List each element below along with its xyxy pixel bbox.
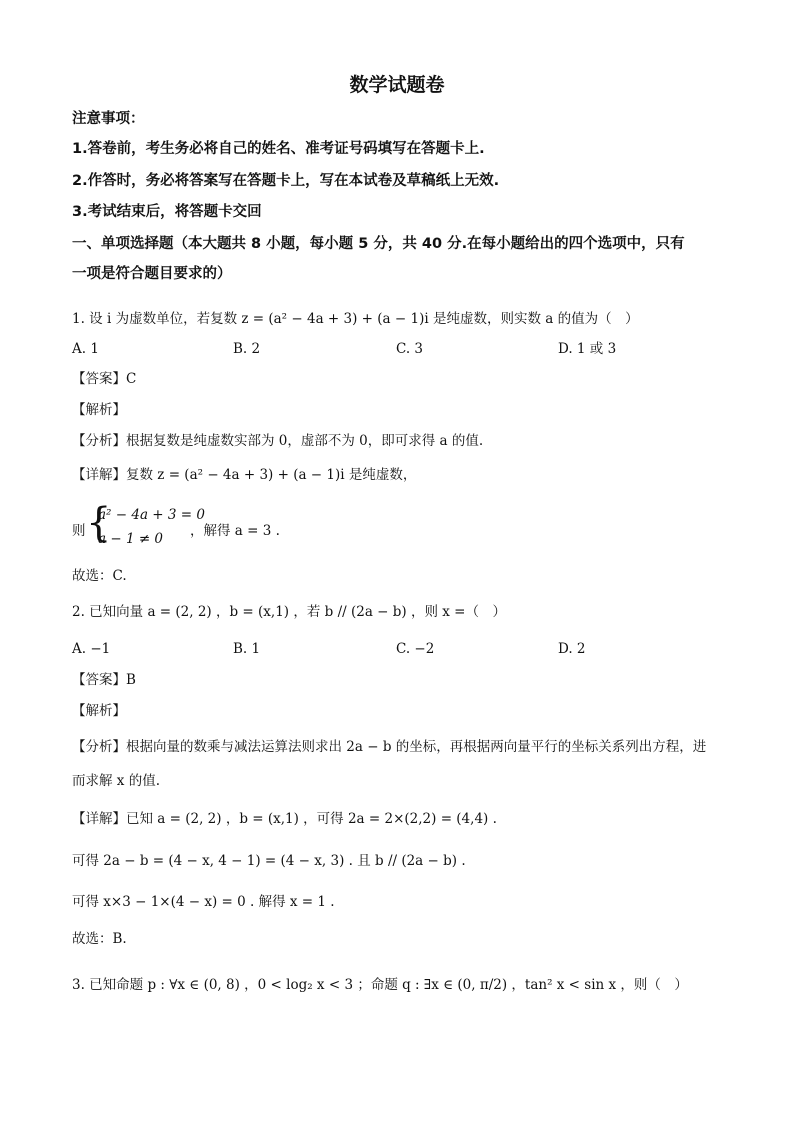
question-2-detail-1 bbox=[72, 810, 497, 828]
question-1-analysis-tag: 【解析】 bbox=[72, 402, 126, 418]
fenxi-text: 根据向量的数乘与减法运算法则求出 2a − b 的坐标，再根据两向量平行的坐标关系列出方程，进 bbox=[126, 739, 707, 755]
question-2-option-a: A. −1 bbox=[72, 641, 111, 657]
system-row-1: a² − 4a + 3 = 0 bbox=[98, 507, 205, 523]
question-1-answer bbox=[72, 370, 136, 388]
system-prefix: 则 bbox=[72, 523, 86, 539]
question-2-detail-2: 可得 2a − b = (4 − x, 4 − 1) = (4 − x, 3) . 且 b // (2a − b) . bbox=[72, 853, 466, 869]
fenxi-tag: 【分析】 bbox=[72, 433, 126, 449]
question-1-option-b: B. 2 bbox=[233, 341, 261, 357]
answer-value: B bbox=[126, 672, 136, 688]
section-heading-line-1: 一、单项选择题（本大题共 8 小题，每小题 5 分，共 40 分.在每小题给出的四个选项中，只有 bbox=[72, 236, 685, 252]
notice-item-3: 3.考试结束后，将答题卡交回 bbox=[72, 204, 262, 220]
detail-text: 复数 z = (a² − 4a + 3) + (a − 1)i 是纯虚数， bbox=[126, 467, 417, 483]
notice-item-1: 1.答卷前，考生务必将自己的姓名、准考证号码填写在答题卡上. bbox=[72, 141, 485, 157]
question-2-option-c: C. −2 bbox=[396, 641, 435, 657]
question-3-stem: 3. 已知命题 p : ∀x ∈ (0, 8) ，0 < log₂ x < 3 ；命题 q : ∃x ∈ (0, π/2) ，tan² x < sin x ，则（ ） bbox=[72, 977, 688, 993]
system-suffix: ，解得 a = 3 . bbox=[190, 523, 280, 539]
question-2-option-b: B. 1 bbox=[233, 641, 261, 657]
question-2-option-d: D. 2 bbox=[558, 641, 586, 657]
notice-heading: 注意事项： bbox=[72, 111, 145, 127]
question-1-conclusion: 故选：C. bbox=[72, 568, 127, 584]
question-2-conclusion: 故选：B. bbox=[72, 931, 127, 947]
system-row-2: a − 1 ≠ 0 bbox=[98, 531, 164, 547]
answer-value: C bbox=[126, 371, 137, 387]
fenxi-tag: 【分析】 bbox=[72, 739, 126, 755]
answer-tag: 【答案】 bbox=[72, 371, 126, 387]
question-1-stem: 1. 设 i 为虚数单位，若复数 z = (a² − 4a + 3) + (a − 1)i 是纯虚数，则实数 a 的值为（ ） bbox=[72, 311, 639, 327]
question-2-detail-3: 可得 x×3 − 1×(4 − x) = 0 . 解得 x = 1 . bbox=[72, 894, 335, 910]
page-title: 数学试题卷 bbox=[349, 74, 445, 96]
section-heading-line-2: 一项是符合题目要求的） bbox=[72, 266, 232, 282]
question-1-option-a: A. 1 bbox=[72, 341, 99, 357]
detail-tag: 【详解】 bbox=[72, 811, 126, 827]
left-brace-icon: { bbox=[86, 500, 112, 546]
question-2-answer bbox=[72, 671, 136, 689]
answer-tag: 【答案】 bbox=[72, 672, 126, 688]
question-1-fenxi bbox=[72, 432, 483, 450]
detail-text: 已知 a = (2, 2) ，b = (x,1) ，可得 2a = 2×(2,2) = (4,4) . bbox=[126, 811, 497, 827]
question-1-option-c: C. 3 bbox=[396, 341, 424, 357]
detail-tag: 【详解】 bbox=[72, 467, 126, 483]
question-1-option-d: D. 1 或 3 bbox=[558, 341, 617, 357]
notice-item-2: 2.作答时，务必将答案写在答题卡上，写在本试卷及草稿纸上无效. bbox=[72, 173, 500, 189]
fenxi-text: 根据复数是纯虚数实部为 0，虚部不为 0，即可求得 a 的值. bbox=[126, 433, 484, 449]
question-2-analysis-tag: 【解析】 bbox=[72, 703, 126, 719]
question-2-fenxi-line-1 bbox=[72, 738, 706, 756]
question-2-fenxi-line-2: 而求解 x 的值. bbox=[72, 773, 160, 789]
question-1-detail bbox=[72, 466, 416, 484]
question-2-stem: 2. 已知向量 a = (2, 2) ，b = (x,1) ，若 b // (2a − b) ，则 x =（ ） bbox=[72, 604, 506, 620]
